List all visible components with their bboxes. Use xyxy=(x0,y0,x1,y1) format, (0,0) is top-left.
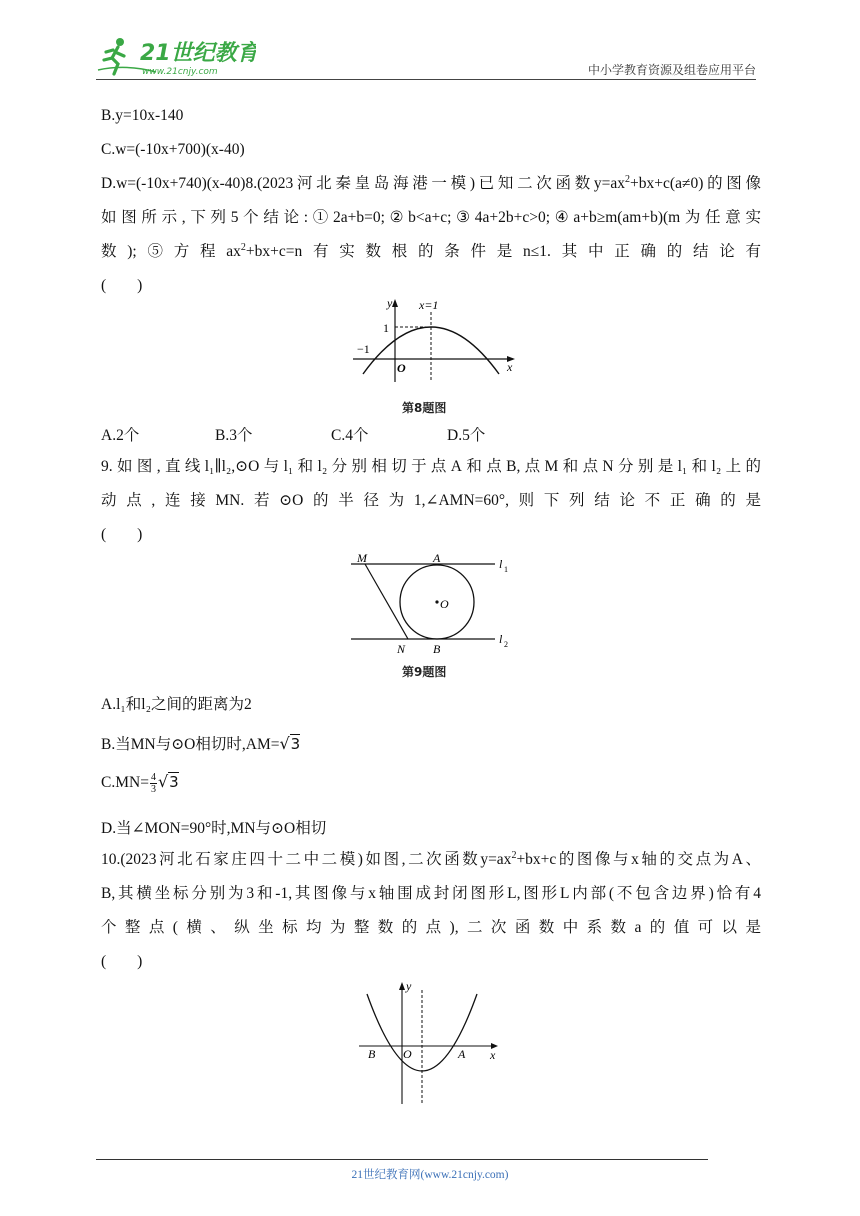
footer-text: 21世纪教育网(www.21cnjy.com) xyxy=(351,1169,509,1181)
q9-label-l2-sub: 2 xyxy=(504,640,508,649)
q8-origin: O xyxy=(397,361,406,375)
q9-label-o: O xyxy=(440,597,449,611)
q8-stem-line2: 如图所示,下列5个结论:①2a+b=0;②b<a+c;③4a+2b+c>0;④a+b≥m(am+b)(m为任意实 xyxy=(101,209,761,226)
q8-option-b: B.3个 xyxy=(215,427,253,444)
q8-caption: 第8题图 xyxy=(402,401,447,415)
q9-option-c: C.MN= $\frac{4}{3}$ √3 xyxy=(101,772,179,795)
site-logo xyxy=(96,34,256,78)
q7-option-b: B.y=10x-140 xyxy=(101,107,184,124)
q9-caption: 第9题图 xyxy=(402,665,447,679)
q8-answer-paren: ( ) xyxy=(101,277,143,294)
q9-label-l2: l xyxy=(499,632,503,646)
q10-label-b: B xyxy=(368,1047,376,1061)
q8-option-c: C.4个 xyxy=(331,427,369,444)
q9-label-n: N xyxy=(397,642,406,656)
q8-option-a: A.2个 xyxy=(101,427,140,444)
logo-wordmark: 21世纪教育 xyxy=(140,41,256,66)
footer-divider xyxy=(96,1159,708,1160)
q8-axis-label: x=1 xyxy=(419,298,439,312)
q10-origin: O xyxy=(403,1047,412,1061)
q9-label-b: B xyxy=(433,642,441,656)
q10-stem-line1: 10.(2023河北石家庄四十二中二模)如图,二次函数$y=ax^2+bx+c$的图像与x轴的交点为A、 xyxy=(101,850,761,868)
q10-stem-line3: 个整点(横、纵坐标均为整数的点),二次函数中系数a的值可以是 xyxy=(101,919,761,936)
q8-parabola-figure xyxy=(345,296,520,384)
q10-parabola-figure xyxy=(355,978,505,1108)
q9-answer-paren: ( ) xyxy=(101,526,143,543)
q10-y-label: y xyxy=(406,979,412,993)
q10-stem-line2: B,其横坐标分别为3和-1,其图像与x轴围成封闭图形L,图形L内部(不包含边界)恰有4 xyxy=(101,885,761,902)
q9-label-l1-sub: 1 xyxy=(504,565,508,574)
q10-answer-paren: ( ) xyxy=(101,953,143,970)
q9-label-l1: l xyxy=(499,557,503,571)
q8-stem-line1: D.w=(-10x+740)(x-40)8.(2023河北秦皇岛海港一模)已知二次函数$y=ax^2+bx+c(a\ne 0)$的图像 xyxy=(101,174,761,192)
logo-url: www.21cnjy.com xyxy=(142,67,218,77)
q10-x-label: x xyxy=(490,1048,496,1062)
q8-stem-line3: 数);⑤方程$ax^2+bx+c=n$有实数根的条件是n≤1.其中正确的结论有 xyxy=(101,242,761,260)
q10-label-a: A xyxy=(458,1047,466,1061)
q8-x-label: x xyxy=(507,360,513,374)
q9-option-a: A.l₁和l₂之间的距离为2 xyxy=(101,696,252,713)
header-tagline: 中小学教育资源及组卷应用平台 xyxy=(587,63,756,77)
q8-tick-neg1: −1 xyxy=(357,342,370,356)
q9-option-b: B.当MN与⊙O相切时,AM=√3 xyxy=(101,734,301,753)
q9-circle-figure xyxy=(345,552,520,660)
q9-stem-line1: 9.如图,直线l₁∥l₂,⊙O与l₁和l₂分别相切于点A和点B,点M和点N分别是l₁和l₂上的 xyxy=(101,458,761,475)
q8-option-d: D.5个 xyxy=(447,427,486,444)
header-divider xyxy=(96,79,756,80)
q9-stem-line2: 动点,连接MN.若⊙O的半径为1,∠AMN=60°,则下列结论不正确的是 xyxy=(101,492,761,509)
q8-y-label: y xyxy=(387,296,393,310)
q7-option-c: C.w=(-10x+700)(x-40) xyxy=(101,141,245,158)
q9-option-d: D.当∠MON=90°时,MN与⊙O相切 xyxy=(101,820,327,837)
q9-label-a: A xyxy=(433,552,441,565)
q8-tick-one: 1 xyxy=(383,321,389,335)
q9-label-m: M xyxy=(357,552,367,565)
